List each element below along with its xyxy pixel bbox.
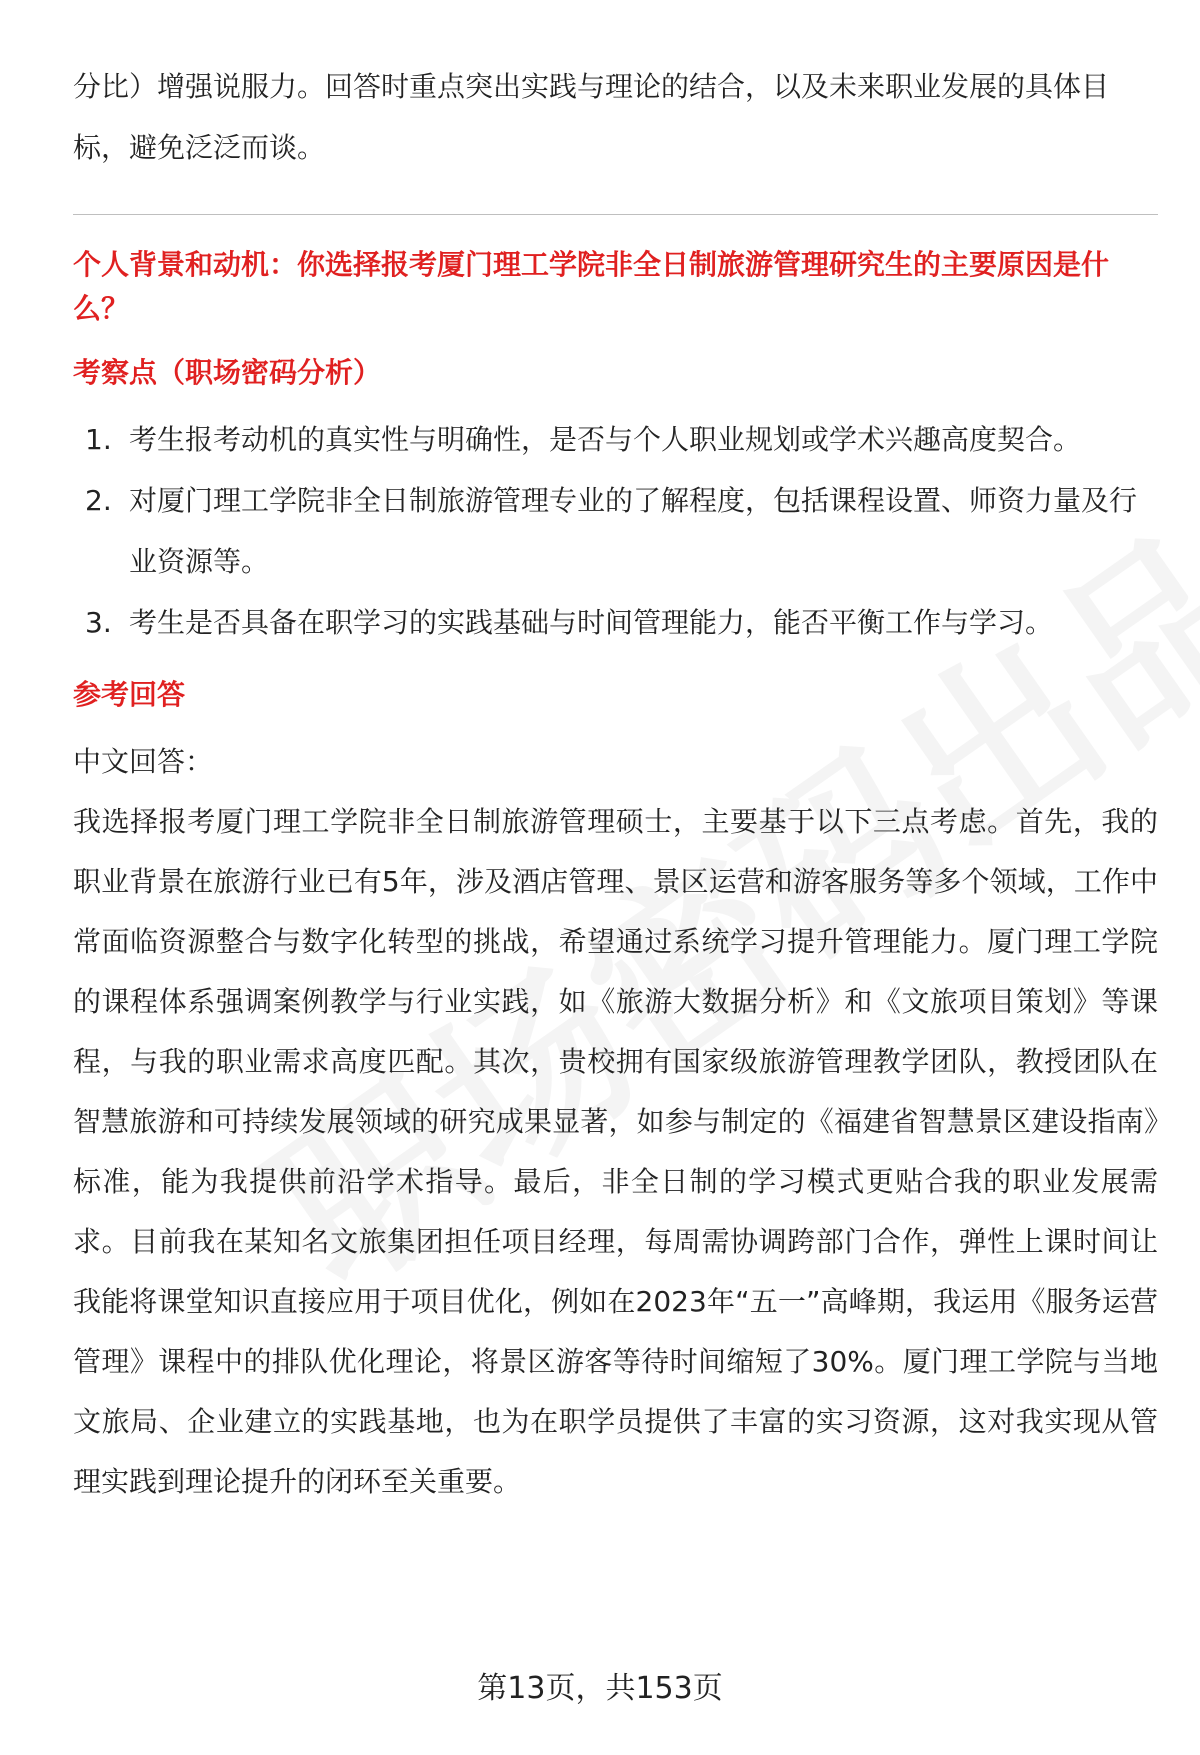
list-item-number: 1. xyxy=(85,423,112,456)
list-item-text: 考生报考动机的真实性与明确性，是否与个人职业规划或学术兴趣高度契合。 xyxy=(129,423,1082,456)
section-divider xyxy=(73,214,1158,215)
list-item xyxy=(73,592,1158,653)
list-item xyxy=(73,409,1158,470)
document-page xyxy=(73,56,1158,1512)
page-number-footer: 第13页，共153页 xyxy=(477,1671,723,1706)
answer-language-label: 中文回答： xyxy=(73,745,214,778)
assessment-list xyxy=(73,409,1158,653)
list-item-number: 3. xyxy=(85,606,112,639)
list-item xyxy=(73,470,1158,592)
list-item-text: 考生是否具备在职学习的实践基础与时间管理能力，能否平衡工作与学习。 xyxy=(129,606,1054,639)
list-item-number: 2. xyxy=(85,484,112,517)
reference-answer-heading: 参考回答 xyxy=(73,678,186,711)
answer-body: 我选择报考厦门理工学院非全日制旅游管理硕士，主要基于以下三点考虑。首先，我的职业背景在旅游行业已有5年，涉及酒店管理、景区运营和游客服务等多个领域，工作中常面临资源整合与数字化转型的挑战，希望通过系统学习提升管理能力。厦门理工学院的课程体系强调案例教学与行业实践，如《旅游大数据分析》和《文旅项目策划》等课程，与我的职业需求高度匹配。其次，贵校拥有国家级旅游管理教学团队，教授团队在智慧旅游和可持续发展领域的研究成果显著，如参与制定的《福建省智慧景区建设指南》标准，能为我提供前沿学术指导。最后，非全日制的学习模式更贴合我的职业发展需求。目前我在某知名文旅集团担任项目经理，每周需协调跨部门合作，弹性上课时间让我能将课堂知识直接应用于项目优化，例如在2023年“五一”高峰期，我运用《服务运营管理》课程中的排队优化理论，将景区游客等待时间缩短了30%。厦门理工学院与当地文旅局、企业建立的实践基地，也为在职学员提供了丰富的实习资源，这对我实现从管理实践到理论提升的闭环至关重要。 xyxy=(73,805,1158,1498)
assessment-heading: 考察点（职场密码分析） xyxy=(73,356,382,389)
question-title: 个人背景和动机：你选择报考厦门理工学院非全日制旅游管理研究生的主要原因是什么？ xyxy=(73,248,1110,325)
intro-paragraph-tail: 分比）增强说服力。回答时重点突出实践与理论的结合，以及未来职业发展的具体目标，避免泛泛而谈。 xyxy=(73,70,1110,164)
list-item-text: 对厦门理工学院非全日制旅游管理专业的了解程度，包括课程设置、师资力量及行业资源等。 xyxy=(129,484,1138,578)
